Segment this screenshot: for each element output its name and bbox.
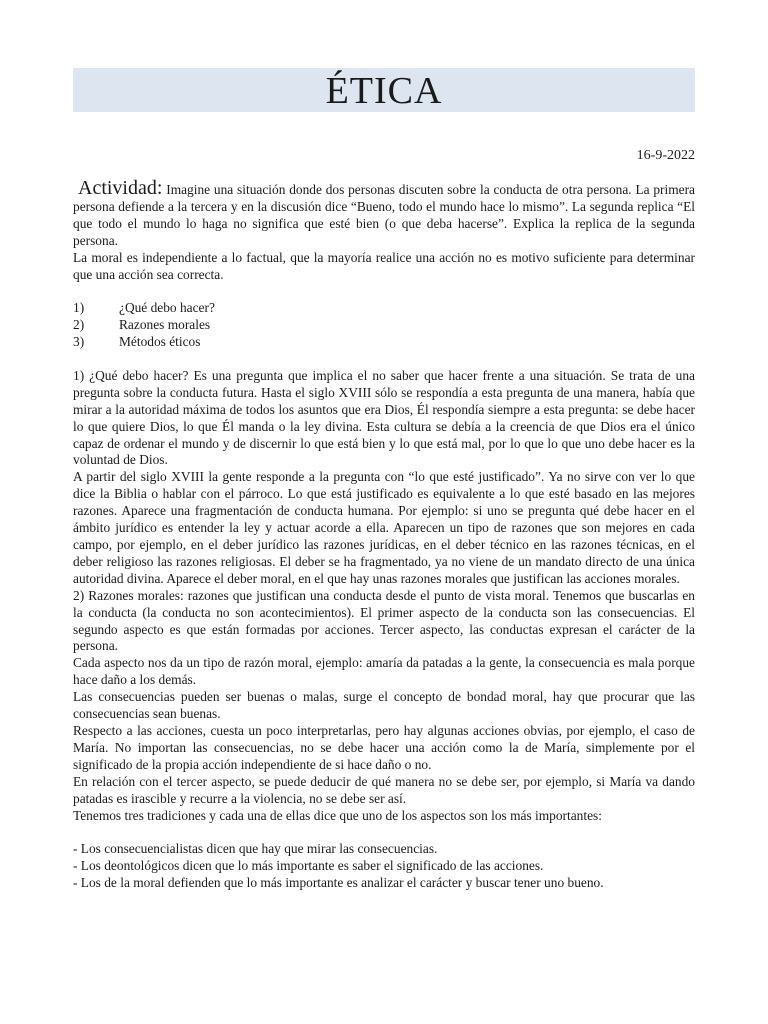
activity-prompt [73, 177, 695, 250]
document-title: ÉTICA [325, 70, 443, 112]
traditions-list [73, 841, 695, 892]
title-band [73, 68, 695, 112]
paragraph: 1) ¿Qué debo hacer? Es una pregunta que implica el no saber que hacer frente a una situación. Se trata de una pregunta sobre la conducta futura. Hasta el siglo XVIII sólo se respondía a esta pregunta de una manera, había que mirar a la autoridad máxima de todos los asuntos que era Dios, Él respondía siempre a esta pregunta: se debe hacer lo que quiere Dios, lo que Él manda o la ley divina. Esta cultura se debía a la creencia de que Dios era el único capaz de ordenar el mundo y de discernir lo que está bien y lo que está mal, por lo que lo que uno debe hacer es la voluntad de Dios. [73, 367, 695, 468]
activity-answer: La moral es independiente a lo factual, que la mayoría realice una acción no es motivo suficiente para determinar que una acción sea correcta. [73, 249, 695, 282]
tradition-item: - Los de la moral defienden que lo más importante es analizar el carácter y buscar tener uno bueno. [73, 875, 604, 891]
document-date: 16-9-2022 [636, 148, 695, 163]
outline-item: 1) ¿Qué debo hacer? [73, 300, 215, 316]
paragraph: Cada aspecto nos da un tipo de razón moral, ejemplo: amaría da patadas a la gente, la consecuencia es mala porque hace daño a los demás. [73, 655, 695, 688]
paragraph: Las consecuencias pueden ser buenas o malas, surge el concepto de bondad moral, hay que procurar que las consecuencias sean buenas. [73, 689, 695, 722]
outline-item: 3) Métodos éticos [73, 334, 201, 350]
activity-label: Actividad: [78, 177, 163, 199]
paragraph: 2) Razones morales: razones que justifican una conducta desde el punto de vista moral. Tenemos que buscarlas en la conducta (la conducta no son acontecimientos). El primer aspecto de la conducta son las consecuencias. El segundo aspecto es que están formadas por acciones. Tercer aspecto, las conductas expresan el carácter de la persona. [73, 587, 695, 654]
paragraph: En relación con el tercer aspecto, se puede deducir de qué manera no se debe ser, por ejemplo, si María va dando patadas es irascible y recurre a la violencia, no se debe ser así. [73, 773, 695, 806]
paragraph: A partir del siglo XVIII la gente responde a la pregunta con “lo que esté justificado”. Ya no sirve con ver lo que dice la Biblia o hablar con el párroco. Lo que está justificado es equivalente a lo que esté basado en las mejores razones. Aparece una fragmentación de conducta humana. Por ejemplo: si uno se pregunta qué debe hacer en el ámbito jurídico es entender la ley y actuar acorde a ella. Aparecen un tipo de razones que son mejores en cada campo, por ejemplo, en el deber jurídico las razones jurídicas, en el deber técnico en las razones técnicas, en el deber religioso las razones religiosas. El deber se ha fragmentado, ya no viene de un mandato directo de una única autoridad divina. Aparece el deber moral, en el que hay unas razones morales que justifican las acciones morales. [73, 469, 695, 586]
document-body [73, 177, 695, 892]
outline-list [73, 300, 695, 351]
activity-text: Imagine una situación donde dos personas discuten sobre la conducta de otra persona. La primera persona defiende a la tercera y en la discusión dice “Bueno, todo el mundo hace lo mismo”. La segunda replica “El que todo el mundo lo haga no significa que esté bien (o que deba hacerse”. Explica la replica de la segunda persona. [73, 182, 695, 248]
paragraph: Tenemos tres tradiciones y cada una de ellas dice que uno de los aspectos son los más importantes: [73, 807, 602, 823]
tradition-item: - Los consecuencialistas dicen que hay que mirar las consecuencias. [73, 841, 438, 857]
outline-item: 2) Razones morales [73, 317, 211, 333]
tradition-item: - Los deontológicos dicen que lo más importante es saber el significado de las acciones. [73, 858, 544, 874]
paragraph: Respecto a las acciones, cuesta un poco interpretarlas, pero hay algunas acciones obvias, por ejemplo, el caso de María. No importan las consecuencias, no se debe hacer una acción como la de María, simplemente por el significado de la propia acción independiente de si hace daño o no. [73, 722, 695, 772]
